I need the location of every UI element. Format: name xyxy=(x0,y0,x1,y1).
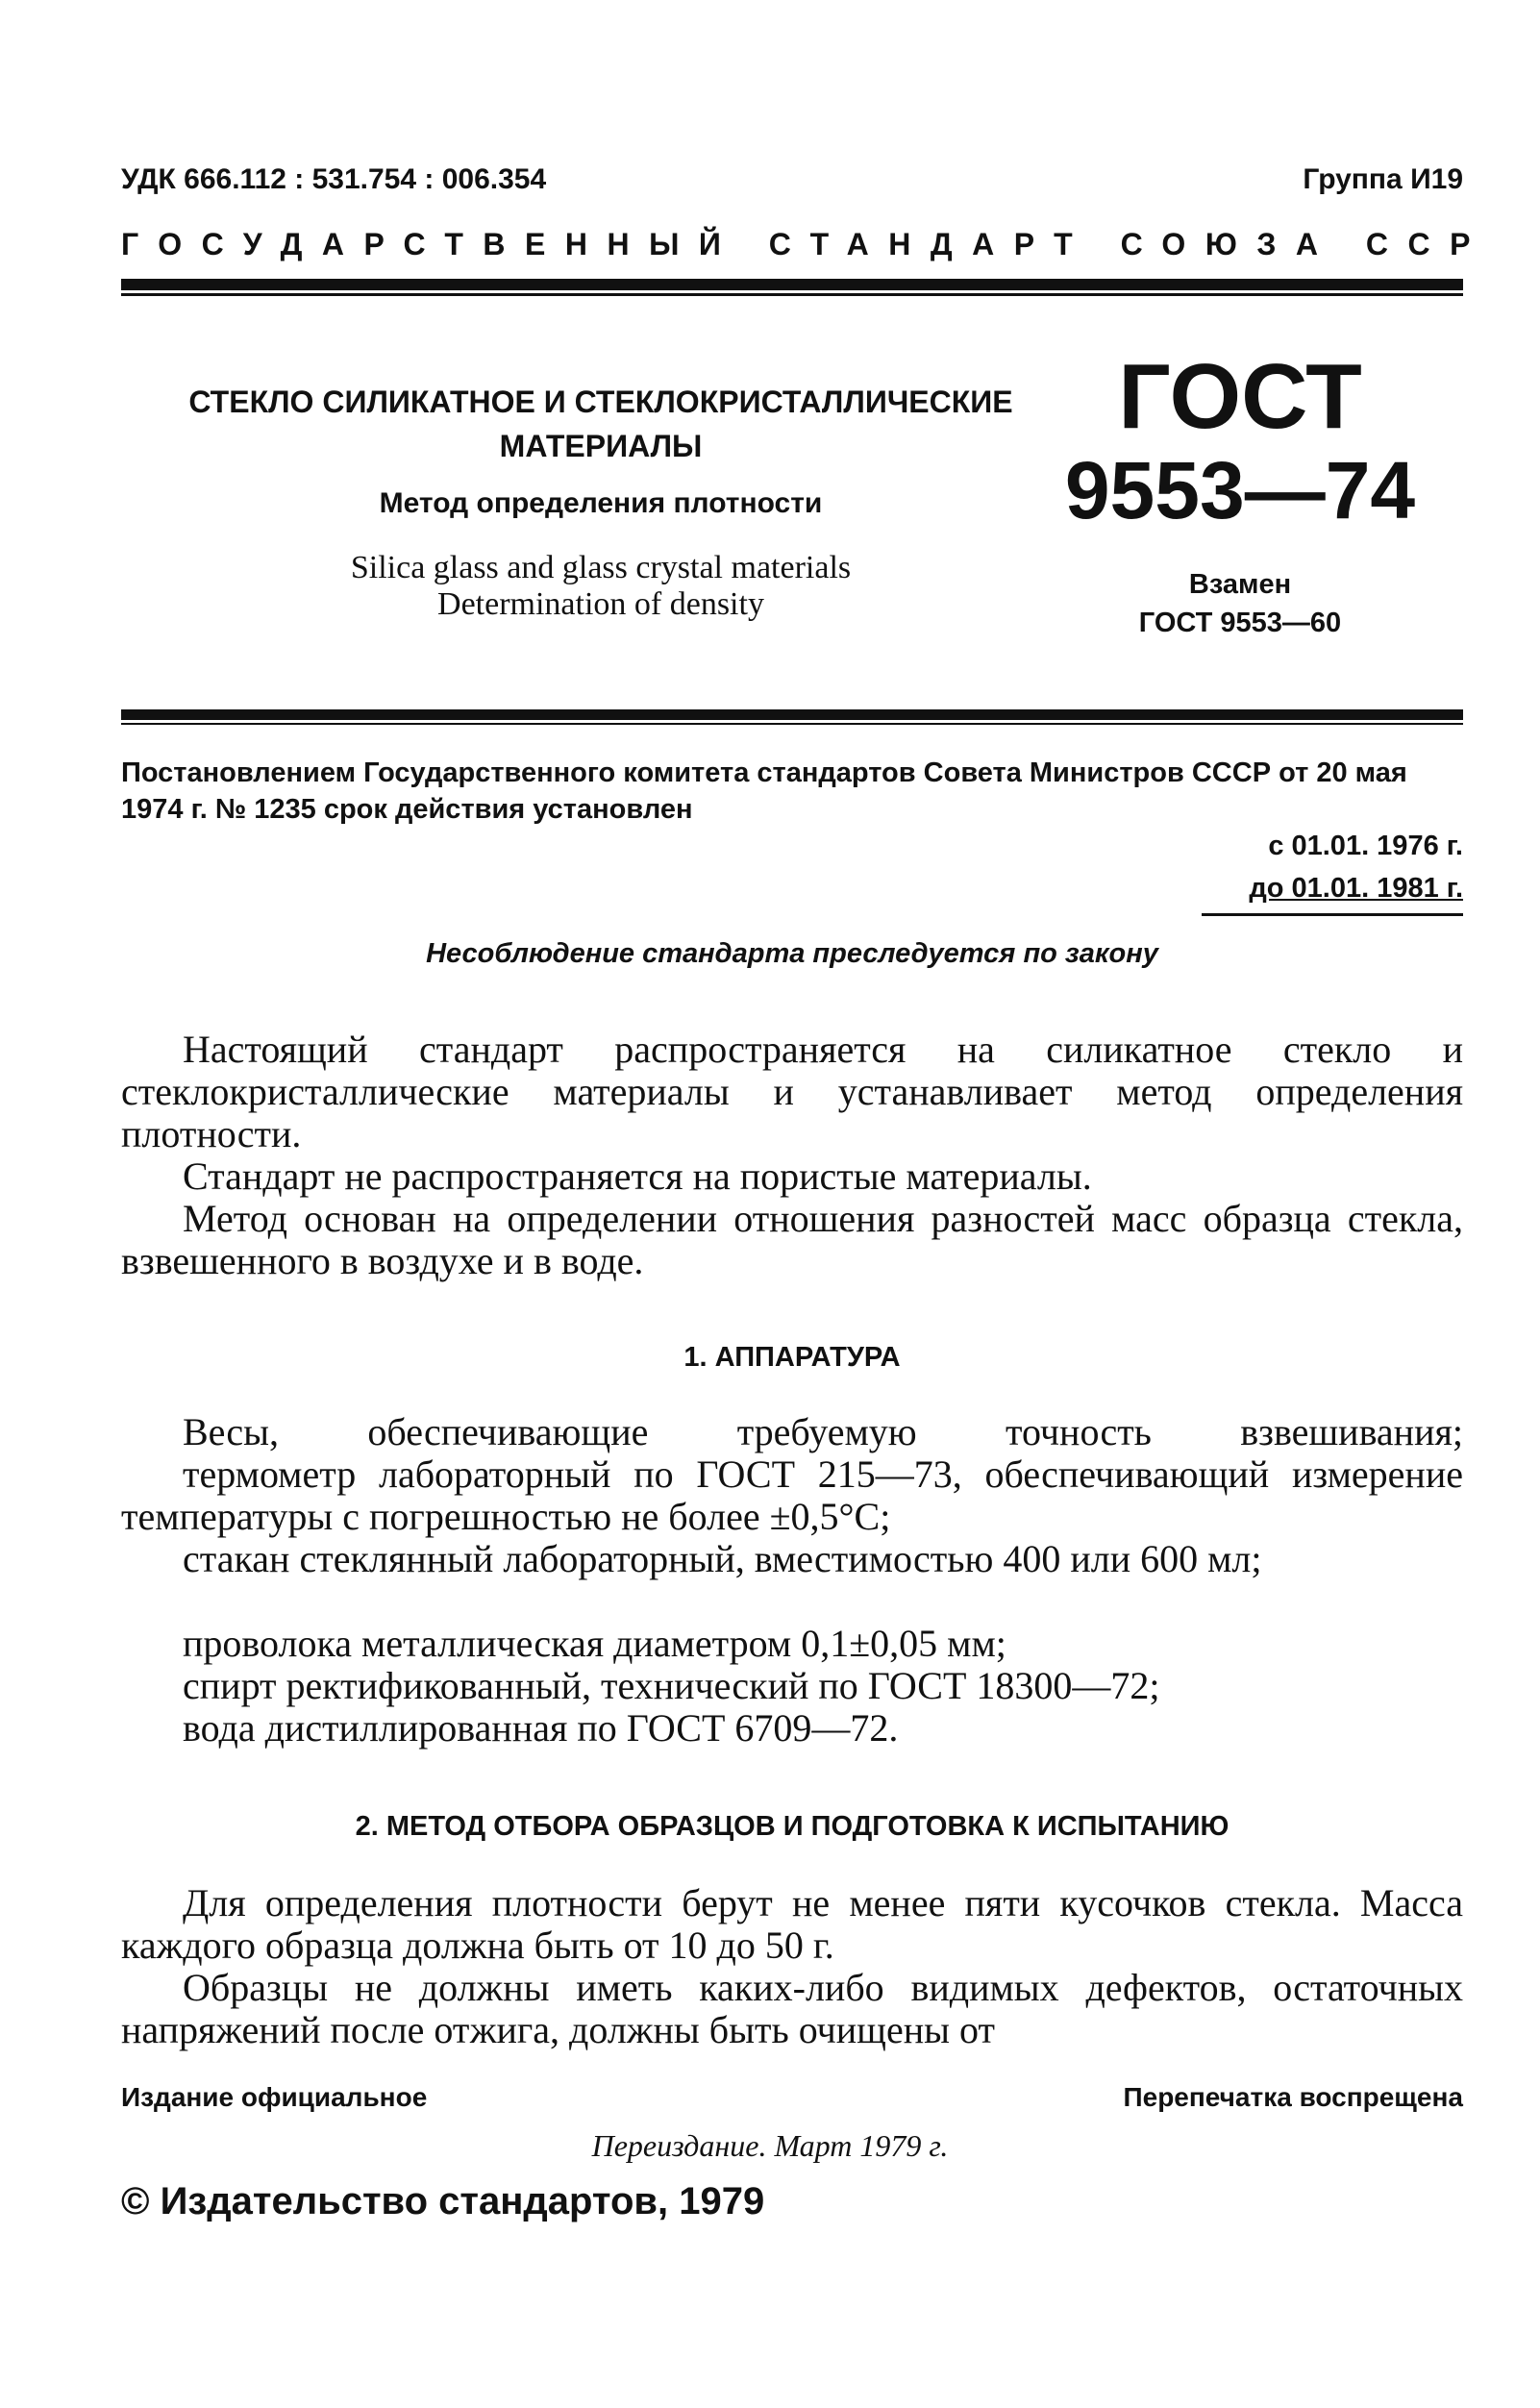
official-edition-note: Издание официальное xyxy=(121,2082,428,2112)
state-standard-banner: ГОСУДАРСТВЕННЫЙ СТАНДАРТ СОЮЗА ССР xyxy=(121,227,1490,261)
date-underline xyxy=(1202,913,1463,916)
section-heading-sampling: 2. МЕТОД ОТБОРА ОБРАЗЦОВ И ПОДГОТОВКА К ИСПЫТАНИЮ xyxy=(355,1811,1230,1842)
apparatus-item-text: стакан стеклянный лабораторный, вместимостью 400 или 600 мл; xyxy=(183,1537,1262,1580)
intro-paragraph-exclusion: Стандарт не распространяется на пористые материалы. xyxy=(183,1154,1092,1198)
method-title-ru: Метод определения плотности xyxy=(379,487,823,519)
apparatus-item xyxy=(121,1538,1463,1580)
sampling-paragraph-text: Образцы не должны иметь каких-либо видимых дефектов, остаточных напряжений после отжига, должны быть очищены от xyxy=(121,1966,1463,2051)
reprint-forbidden-note: Перепечатка воспрещена xyxy=(1123,2082,1463,2112)
title-ru-line2: МАТЕРИАЛЫ xyxy=(499,429,703,463)
sampling-paragraph xyxy=(121,1882,1463,1967)
gost-label: ГОСТ xyxy=(1118,345,1362,448)
legal-warning: Несоблюдение стандарта преследуется по закону xyxy=(426,938,1158,969)
gost-number: 9553—74 xyxy=(1064,445,1416,535)
intro-paragraph-scope: Настоящий стандарт распространяется на силикатное стекло и стеклокристаллические материалы и устанавливает метод определения плотности. xyxy=(121,1028,1463,1155)
document-title-ru xyxy=(144,380,1057,468)
sampling-paragraph-text: Для определения плотности берут не менее пяти кусочков стекла. Масса каждого образца должна быть от 10 до 50 г. xyxy=(121,1881,1463,1967)
title-ru-line1: СТЕКЛО СИЛИКАТНОЕ И СТЕКЛОКРИСТАЛЛИЧЕСКИЕ xyxy=(188,385,1013,419)
middle-rule xyxy=(121,709,1463,720)
replaces-gost: ГОСТ 9553—60 xyxy=(1138,608,1342,638)
intro-paragraph-method: Метод основан на определении отношения разностей масс образца стекла, взвешенного в воздухе и в воде. xyxy=(121,1197,1463,1282)
top-rule xyxy=(121,279,1463,290)
apparatus-item: вода дистиллированная по ГОСТ 6709—72. xyxy=(183,1706,899,1750)
apparatus-item: спирт ректификованный, технический по ГОСТ 18300—72; xyxy=(183,1664,1160,1707)
middle-rule-thin xyxy=(121,723,1463,725)
group-code: Группа И19 xyxy=(1303,163,1463,195)
sampling-paragraph xyxy=(121,1967,1463,2051)
apparatus-item: Весы, обеспечивающие требуемую точность взвешивания; xyxy=(183,1410,1463,1453)
copyright-notice: © Издательство стандартов, 1979 xyxy=(121,2180,765,2222)
apparatus-item: проволока металлическая диаметром 0,1±0,05 мм; xyxy=(183,1622,1006,1665)
title-en-line2: Determination of density xyxy=(437,586,764,622)
document-title-en xyxy=(144,550,1057,623)
validity-date-to: до 01.01. 1981 г. xyxy=(1249,873,1463,904)
replaces-label: Взамен xyxy=(1188,569,1292,600)
title-en-line1: Silica glass and glass crystal materials xyxy=(350,550,852,585)
section-heading-apparatus: 1. АППАРАТУРА xyxy=(683,1342,901,1373)
top-rule-thin xyxy=(121,293,1463,296)
apparatus-item xyxy=(121,1453,1463,1538)
decree-text: Постановлением Государственного комитета стандартов Совета Министров СССР от 20 мая 1974 г. № 1235 срок действия установлен xyxy=(121,757,1407,825)
reprint-note: Переиздание. Март 1979 г. xyxy=(591,2128,949,2163)
validity-date-from: с 01.01. 1976 г. xyxy=(1268,831,1463,861)
apparatus-item-text: термометр лабораторный по ГОСТ 215—73, обеспечивающий измерение температуры с погрешностью не более ±0,5°С; xyxy=(121,1452,1463,1538)
udk-code: УДК 666.112 : 531.754 : 006.354 xyxy=(121,163,547,195)
